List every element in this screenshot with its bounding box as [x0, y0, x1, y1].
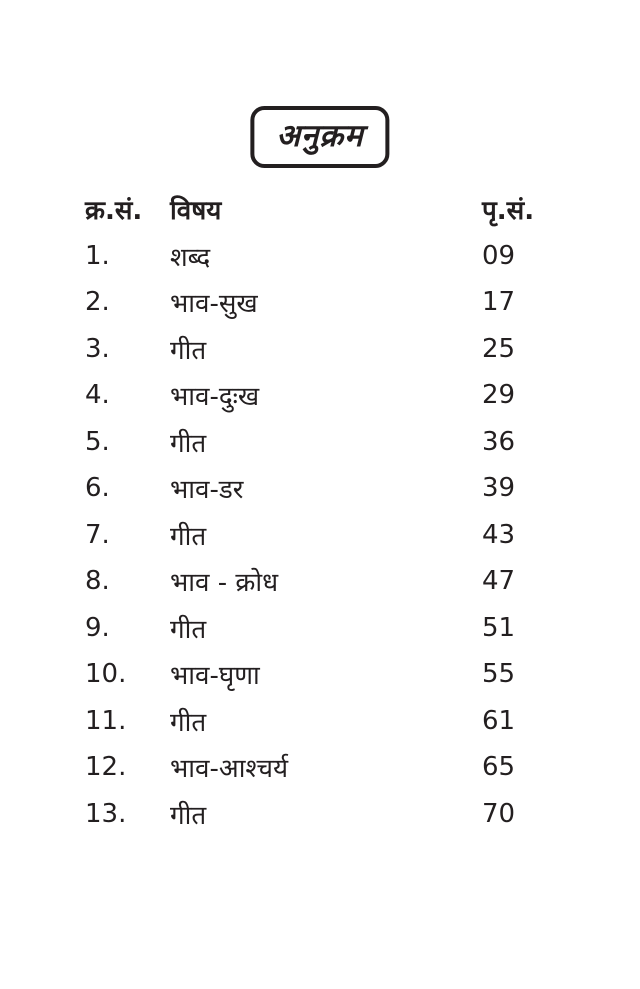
contents-rows	[85, 233, 540, 838]
row-subject: भाव-आश्चर्य	[170, 754, 289, 785]
row-page-number: 25	[482, 333, 516, 364]
table-row	[85, 512, 540, 559]
row-serial-number: 10.	[85, 659, 127, 690]
contents-title-box	[250, 106, 389, 168]
row-page-number: 47	[482, 566, 516, 597]
row-subject: गीत	[170, 428, 207, 459]
row-subject: शब्द	[170, 242, 211, 273]
row-subject: भाव-दुःख	[170, 382, 260, 413]
contents-table	[85, 186, 540, 837]
row-serial-number: 13.	[85, 798, 127, 829]
row-page-number: 36	[482, 426, 516, 457]
row-page-number: 65	[482, 752, 516, 783]
row-page-number: 51	[482, 612, 516, 643]
row-subject: भाव-घृणा	[170, 661, 260, 692]
table-row	[85, 698, 540, 745]
row-subject: गीत	[170, 707, 207, 738]
row-serial-number: 11.	[85, 705, 127, 736]
table-row	[85, 279, 540, 326]
page-title: अनुक्रम	[276, 118, 364, 154]
header-subject: विषय	[170, 196, 222, 227]
table-row	[85, 372, 540, 419]
table-row	[85, 744, 540, 791]
row-subject: भाव-सुख	[170, 289, 258, 320]
row-page-number: 29	[482, 380, 516, 411]
row-subject: भाव - क्रोध	[170, 568, 279, 599]
row-serial-number: 12.	[85, 752, 127, 783]
table-row	[85, 558, 540, 605]
table-row	[85, 791, 540, 838]
row-page-number: 09	[482, 240, 516, 271]
contents-header-row	[85, 186, 540, 233]
row-serial-number: 1.	[85, 240, 110, 271]
table-row	[85, 419, 540, 466]
table-row	[85, 465, 540, 512]
table-row	[85, 605, 540, 652]
row-serial-number: 2.	[85, 287, 110, 318]
row-page-number: 70	[482, 798, 516, 829]
row-page-number: 55	[482, 659, 516, 690]
row-subject: गीत	[170, 614, 207, 645]
row-subject: गीत	[170, 521, 207, 552]
row-page-number: 61	[482, 705, 516, 736]
row-page-number: 39	[482, 473, 516, 504]
row-serial-number: 5.	[85, 426, 110, 457]
row-subject: गीत	[170, 335, 207, 366]
row-serial-number: 8.	[85, 566, 110, 597]
row-serial-number: 7.	[85, 519, 110, 550]
row-serial-number: 6.	[85, 473, 110, 504]
header-page-number: पृ.सं.	[482, 196, 535, 227]
row-page-number: 17	[482, 287, 516, 318]
row-subject: भाव-डर	[170, 475, 244, 506]
table-row	[85, 326, 540, 373]
header-serial-number: क्र.सं.	[85, 196, 143, 227]
row-serial-number: 3.	[85, 333, 110, 364]
row-serial-number: 9.	[85, 612, 110, 643]
row-serial-number: 4.	[85, 380, 110, 411]
table-row	[85, 233, 540, 280]
row-subject: गीत	[170, 800, 207, 831]
row-page-number: 43	[482, 519, 516, 550]
table-row	[85, 651, 540, 698]
